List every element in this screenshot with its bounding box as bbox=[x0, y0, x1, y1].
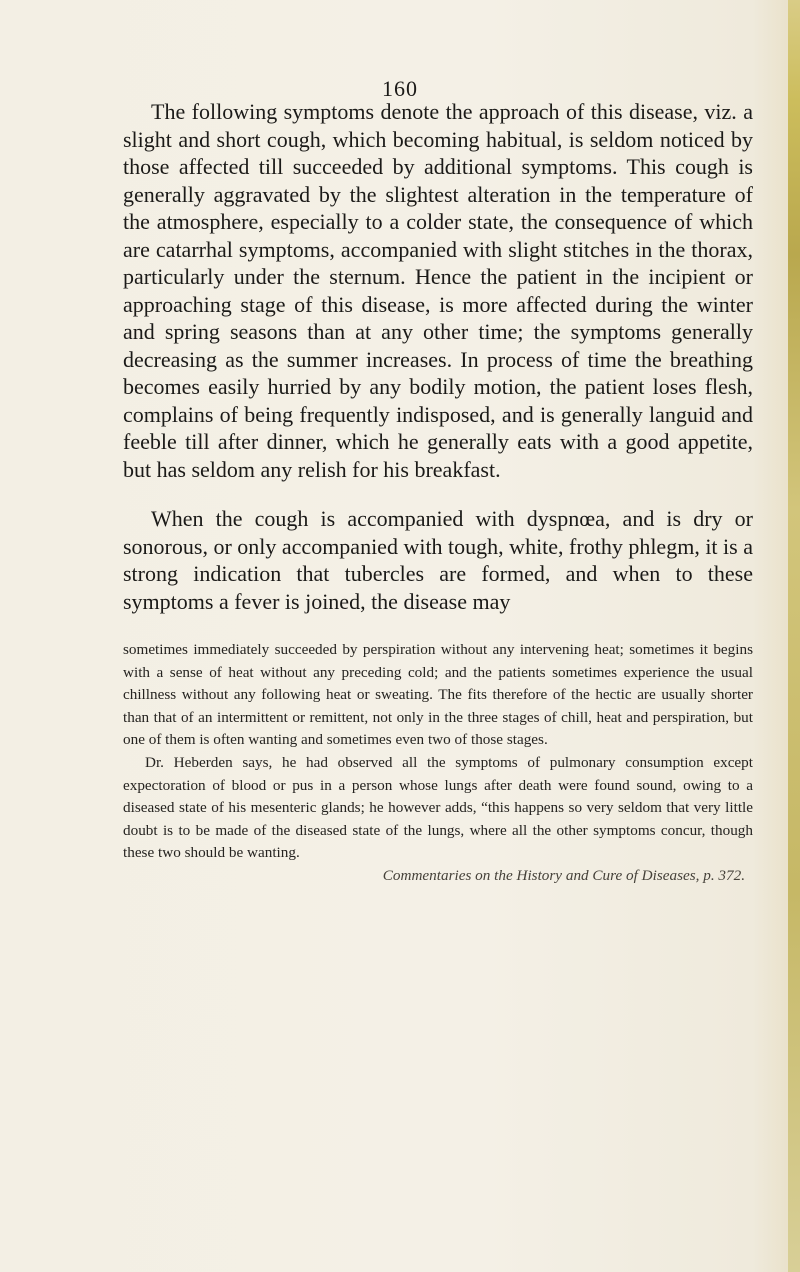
footnote-citation: Commentaries on the History and Cure of Diseases, p. 372. bbox=[382, 866, 745, 884]
footnote bbox=[123, 639, 753, 887]
footnote-paragraph: sometimes immediately succeeded by perspiration without any intervening heat; sometimes it begins with a sense of heat without any preceding cold; and the patients sometimes experience the usual chillness without any following heat or sweating. The fits therefore of the hectic are usually shorter than that of an intermittent or remittent, not only in the three stages of chill, heat and perspiration, but one of them is often wanting and sometimes even two of those stages. bbox=[123, 641, 753, 749]
page-number: 160 bbox=[382, 76, 418, 101]
paragraph-symptoms: The following symptoms denote the approach of this disease, viz. a slight and short cough, which becoming habitual, is seldom noticed by those affected till succeeded by additional symptoms. This cough is generally aggravated by the slightest alteration in the temperature of the atmosphere, especially to a colder state, the consequence of which are catarrhal symptoms, accompanied with slight stitches in the thorax, particularly under the sternum. Hence the patient in the incipient or approaching stage of this disease, is more affected during the winter and spring seasons than at any other time; the symptoms generally decreasing as the summer increases. In process of time the breathing becomes easily hurried by any bodily motion, the patient loses flesh, complains of being frequently indisposed, and is generally languid and feeble till after dinner, which he generally eats with a good appetite, but has seldom any relish for his breakfast. bbox=[123, 99, 753, 482]
paragraph-cough: When the cough is accompanied with dyspnœa, and is dry or sonorous, or only accompanied with tough, white, frothy phlegm, it is a strong indication that tubercles are formed, and when to these symptoms a fever is joined, the disease may bbox=[123, 506, 753, 614]
footnote-paragraph: Dr. Heberden says, he had observed all the symptoms of pulmonary consumption except expectoration of blood or pus in a person whose lungs after death were found sound, owing to a diseased state of his mesenteric glands; he however adds, “this happens so very seldom that very little doubt is to be made of the diseased state of the lungs, where all the other symptoms concur, though these two should be wanting. bbox=[123, 753, 753, 862]
page-edge bbox=[788, 0, 800, 1272]
main-text bbox=[123, 98, 753, 887]
